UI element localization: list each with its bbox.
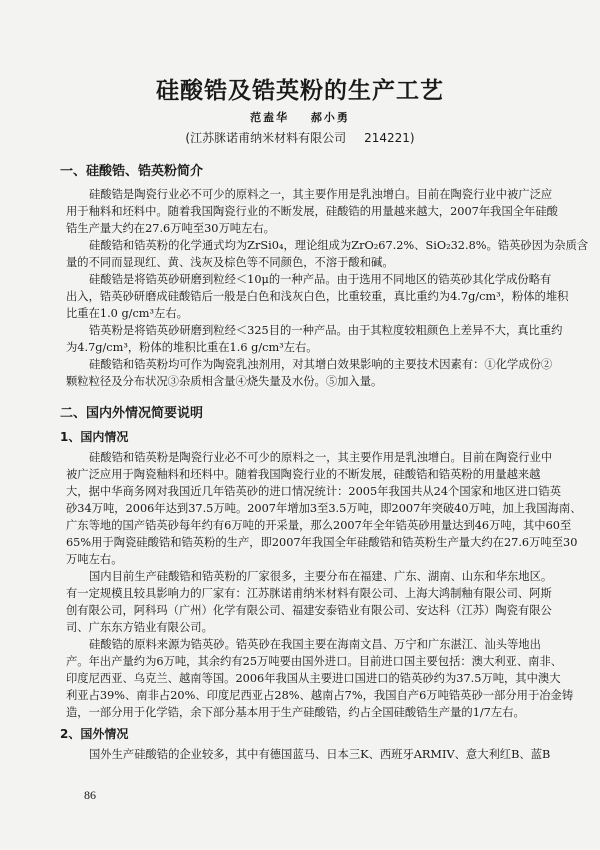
text-line: 65%用于陶瓷硅酸锆和锆英粉的生产，即2007年我国全年硅酸锆和锆英粉生产量大约在27.6万吨至30 xyxy=(66,536,578,549)
paragraph xyxy=(66,746,551,763)
text-line: 被广泛应用于陶瓷釉料和坯料中。随着我国陶瓷行业的不断发展，硅酸锆和锆英粉的用量越来越 xyxy=(66,468,541,481)
text-line: 造，一部分用于化学锆，余下部分基本用于生产硅酸锆，约占全国硅酸锆生产量的1/7左右。 xyxy=(66,706,525,719)
postal-code: 214221) xyxy=(364,131,415,145)
paragraph xyxy=(66,271,569,322)
text-line: 万吨左右。 xyxy=(66,553,123,566)
text-line: 广东等地的国产锆英砂每年约有6万吨的开采量，那么2007年全年锆英砂用量达到46万吨，其中60至 xyxy=(66,519,572,532)
text-line: 用于釉料和坯料中。随着我国陶瓷行业的不断发展，硅酸锆的用量越来越大，2007年我国全年硅酸 xyxy=(66,205,558,218)
author-name: 范盍华 xyxy=(250,111,290,124)
text-line: 硅酸锆和锆英粉均可作为陶瓷乳浊剂用，对其增白效果影响的主要技术因素有：①化学成份② xyxy=(89,358,553,371)
paragraph xyxy=(66,636,574,721)
text-line: 印度尼西亚、乌克兰、越南等国。2006年我国从主要进口国进口的锆英砂约为37.5万吨，其中澳大 xyxy=(66,672,561,685)
text-line: 大，据中华商务网对我国近几年锆英砂的进口情况统计：2005年我国共从24个国家和地区进口锆英 xyxy=(66,485,562,498)
text-line: 国外生产硅酸锆的企业较多，其中有德国蓝马、日本三K、西班牙ARMIV、意大利红B、蓝B xyxy=(89,748,551,761)
text-line: 产。年出产量约为6万吨，其余约有25万吨要由国外进口。目前进口国主要包括：澳大利亚、南非、 xyxy=(66,655,563,668)
author-name: 郝小勇 xyxy=(310,111,350,124)
subsection-heading: 2、国外情况 xyxy=(60,727,129,741)
affiliation xyxy=(0,129,600,146)
text-line: 利亚占39%、南非占20%、印度尼西亚占28%、越南占7%，我国自产6万吨锆英砂一部分用于冶金铸 xyxy=(66,689,574,702)
subsection-heading: 1、国内情况 xyxy=(60,430,129,444)
paragraph xyxy=(66,568,553,636)
affiliation-name: (江苏脒诺甫纳米材料有限公司 xyxy=(185,131,347,145)
text-line: 国内目前生产硅酸锆和锆英粉的厂家很多，主要分布在福建、广东、湖南、山东和华东地区。 xyxy=(89,570,553,583)
text-line: 硅酸锆是将锆英砂研磨到粒经＜10μ的一种产品。由于选用不同地区的锆英砂其化学成份略有 xyxy=(89,273,552,286)
section-heading: 二、国内外情况简要说明 xyxy=(60,406,204,421)
text-line: 量的不同而显现红、黄、浅灰及棕色等不同颜色，不溶于酸和碱。 xyxy=(66,256,394,269)
text-line: 砂34万吨，2006年达到37.5万吨。2007年增加3至3.5万吨，即2007年突破40万吨，加上我国海南、 xyxy=(66,502,582,515)
article-title: 硅酸锆及锆英粉的生产工艺 xyxy=(156,77,444,104)
text-line: 创有限公司，阿科玛（广州）化学有限公司、福建安泰锆业有限公司、安达科（江苏）陶瓷有限公 xyxy=(66,604,552,617)
paragraph xyxy=(66,449,582,568)
paragraph xyxy=(66,322,563,356)
text-line: 为4.7g/cm³，粉体的堆积比重在1.6 g/cm³左右。 xyxy=(66,341,318,354)
text-line: 锆生产量大约在27.6万吨至30万吨左右。 xyxy=(66,222,275,235)
text-line: 硅酸锆和锆英粉的化学通式均为ZrSi0₄，理论组成为ZrO₂67.2%、SiO₂32.8%。锆英砂因为杂质含 xyxy=(89,239,589,252)
text-line: 硅酸锆和锆英粉是陶瓷行业必不可少的原料之一，其主要作用是乳浊增白。目前在陶瓷行业中 xyxy=(89,451,553,464)
text-line: 司、广东东方锆业有限公司。 xyxy=(66,621,213,634)
paragraph xyxy=(66,356,553,390)
article-authors xyxy=(0,109,600,125)
text-line: 比重在1.0 g/cm³左右。 xyxy=(66,307,188,320)
text-line: 硅酸锆的原料来源为锆英砂。锆英砂在我国主要在海南文昌、万宁和广东湛江、汕头等地出 xyxy=(89,638,541,651)
text-line: 有一定规模且较具影响力的厂家有：江苏脒诺甫纳米材料有限公司、上海大鸿制釉有限公司、阿斯 xyxy=(66,587,552,600)
text-line: 硅酸锆是陶瓷行业必不可少的原料之一，其主要作用是乳浊增白。目前在陶瓷行业中被广泛应 xyxy=(89,188,553,201)
section-heading: 一、硅酸锆、锆英粉简介 xyxy=(60,164,204,179)
paragraph xyxy=(66,237,589,271)
article-body xyxy=(60,162,589,763)
paragraph xyxy=(66,186,558,237)
text-line: 颗粒粒径及分布状况③杂质相含量④烧失量及水份。⑤加入量。 xyxy=(66,375,383,388)
text-line: 出入，锆英砂研磨成硅酸锆后一般是白色和浅灰白色，比重较重，真比重约为4.7g/cm³，粉体的堆积 xyxy=(66,290,569,303)
text-line: 锆英粉是将锆英砂研磨到粒经＜325目的一种产品。由于其粒度较粗颜色上差异不大，真比重约 xyxy=(89,324,563,337)
page-number: 86 xyxy=(84,788,96,802)
